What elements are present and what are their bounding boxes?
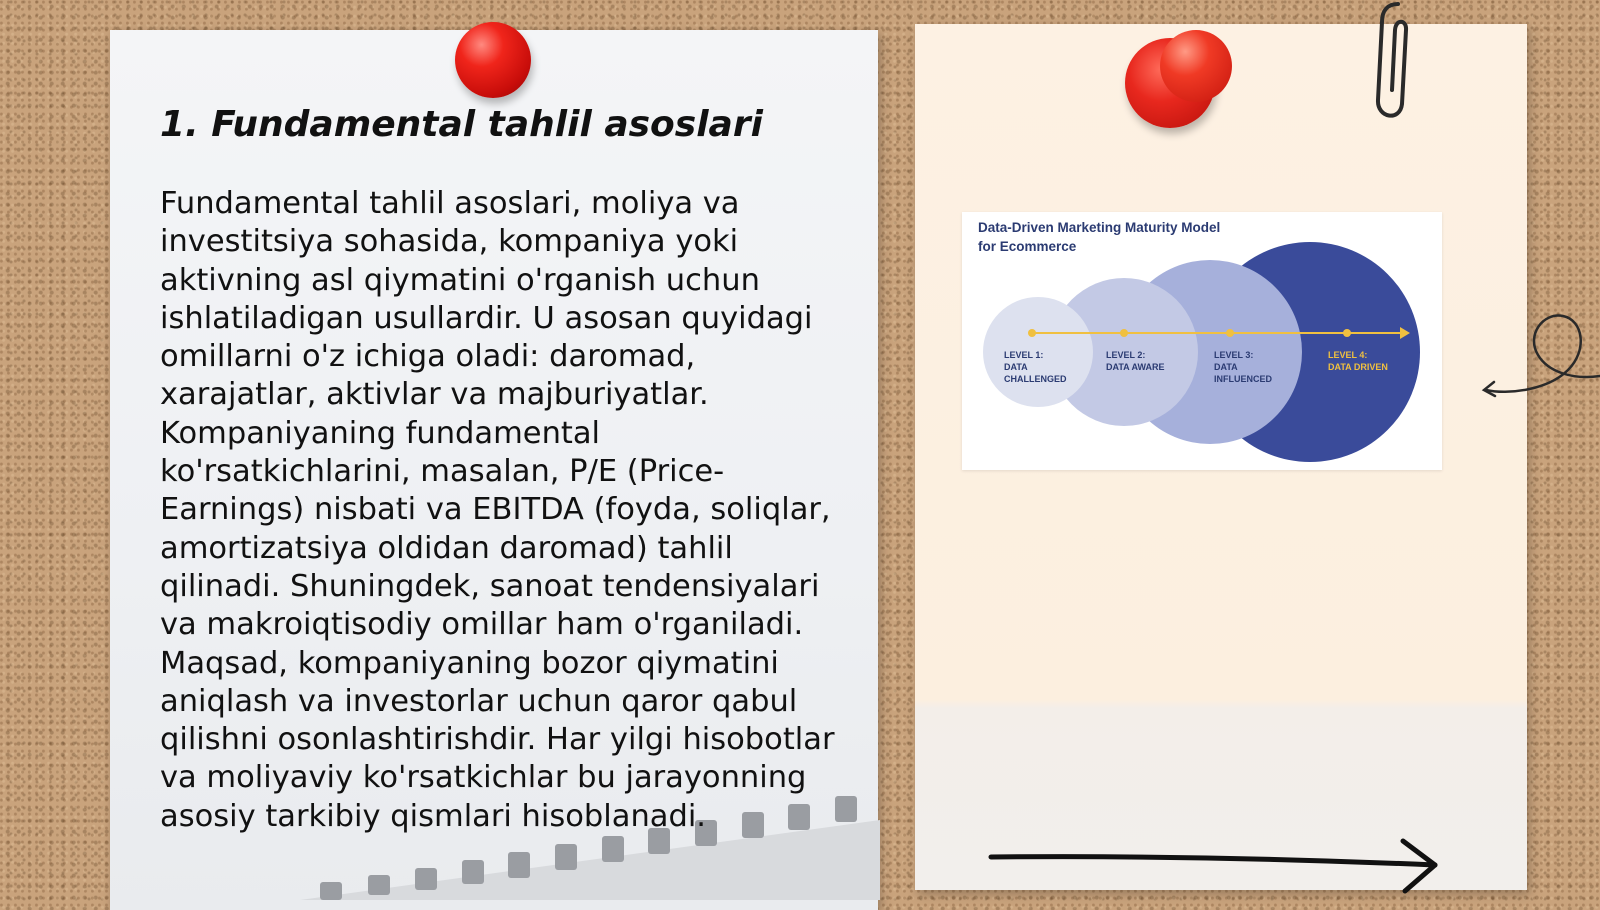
figure-title-line-2: for Ecommerce xyxy=(978,239,1077,254)
level-3-label: LEVEL 3: DATA INFLUENCED xyxy=(1214,350,1272,384)
level-2-marker xyxy=(1120,329,1128,337)
red-pushpin xyxy=(455,22,531,98)
figure-title xyxy=(978,218,1220,256)
figure-title-line-1: Data-Driven Marketing Maturity Model xyxy=(978,220,1221,235)
arrow-right-icon xyxy=(985,835,1445,895)
page-title: 1. Fundamental tahlil asoslari xyxy=(160,104,763,145)
level-4-marker xyxy=(1343,329,1351,337)
level-4-label: LEVEL 4: DATA DRIVEN xyxy=(1328,350,1388,372)
curly-arrow-doodle-icon xyxy=(1478,310,1600,410)
level-3-marker xyxy=(1226,329,1234,337)
body-paragraph: Fundamental tahlil asoslari, moliya va investitsiya sohasida, kompaniya yoki aktivning asl qiymatini o'rganish uchun ishlatiladigan usullardir. U asosan quyidagi omillarni o'z ichiga oladi: daromad, xarajatlar, aktivlar va majburiyatlar. Kompaniyaning fundamental ko'rsatkichlarini, masalan, P/E (Price-Earnings) nisbati va EBITDA (foyda, soliqlar, amortizatsiya oldidan daromad) tahlil qilinadi. Shuningdek, sanoat tendensiyalari va makroiqtisodiy omillar ham o'rganiladi. Maqsad, kompaniyaning bozor qiymatini aniqlash va investorlar uchun qaror qabul qilishni osonlashtirishdir. Har yilgi hisobotlar va moliyaviy ko'rsatkichlar bu jarayonning asosiy tarkibiy qismlari hisoblanadi. xyxy=(160,186,835,834)
maturity-model-figure xyxy=(962,212,1442,470)
level-1-marker xyxy=(1028,329,1036,337)
level-2-label: LEVEL 2: DATA AWARE xyxy=(1106,350,1165,372)
level-1-label: LEVEL 1: DATA CHALLENGED xyxy=(1004,350,1067,384)
red-pushpin xyxy=(1160,30,1232,102)
paperclip-icon xyxy=(1370,0,1420,130)
